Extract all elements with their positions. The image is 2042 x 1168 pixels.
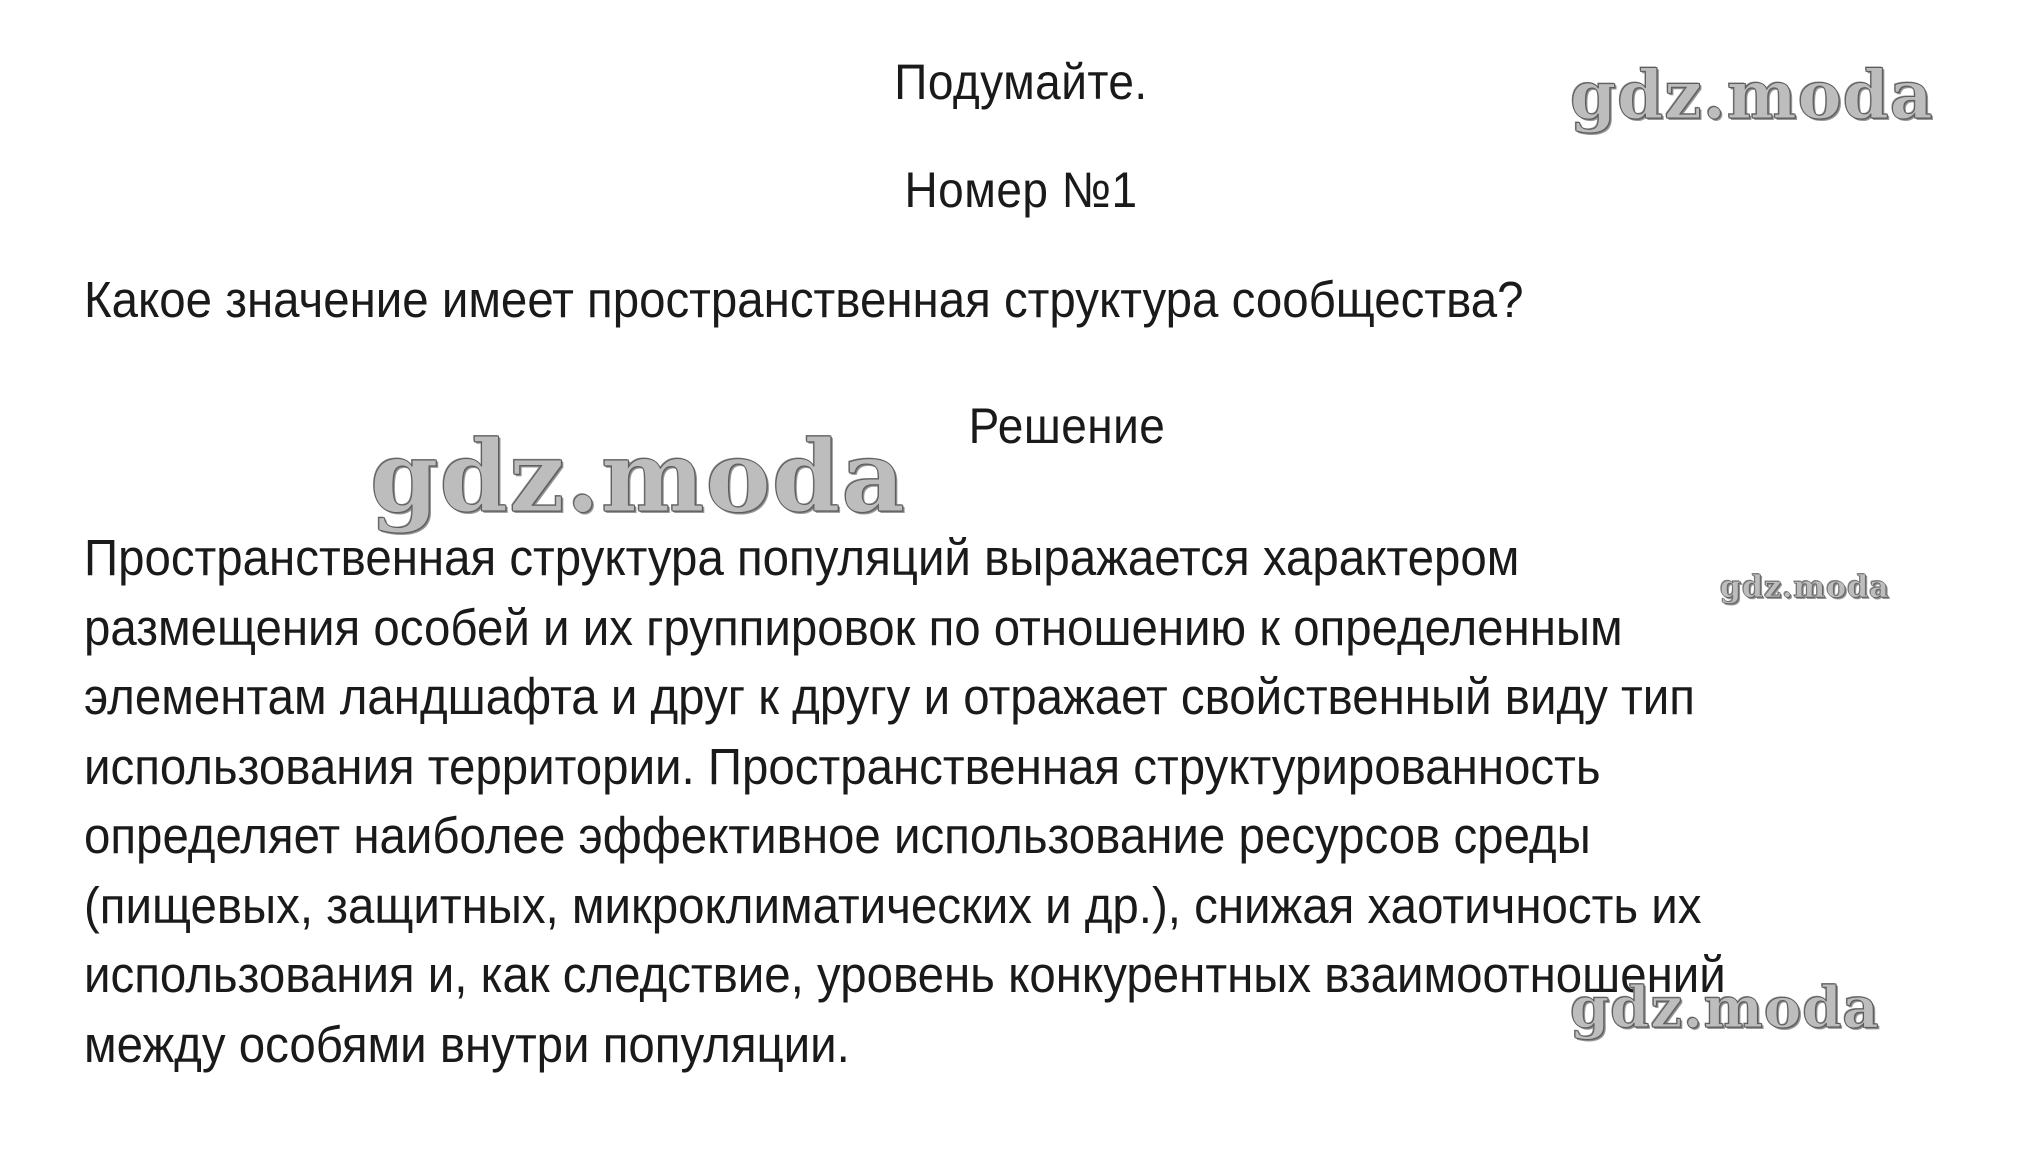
watermark-logo: gdz.moda — [1570, 56, 1934, 134]
section-title: Подумайте. — [894, 54, 1148, 110]
answer-line: элементам ландшафта и друг к другу и отражает свойственный виду тип — [84, 668, 1695, 725]
answer-line: размещения особей и их группировок по отношению к определенным — [84, 598, 1623, 656]
watermark-logo: gdz.moda — [1720, 570, 1890, 605]
answer-line: Пространственная структура популяций выражается характером — [84, 529, 1520, 586]
watermark-logo: gdz.moda — [1570, 975, 1880, 1041]
answer-line: (пищевых, защитных, микроклиматических и др.), снижая хаотичность их — [84, 876, 1702, 934]
answer-line: использования и, как следствие, уровень конкурентных взаимоотношений — [84, 946, 1726, 1003]
watermark-logo: gdz.moda — [370, 420, 906, 535]
answer-line: использования территории. Пространственная структурированность — [84, 737, 1601, 795]
answer-line: определяет наиболее эффективное использование ресурсов среды — [84, 807, 1591, 864]
solution-heading: Решение — [968, 398, 1166, 454]
question-text: Какое значение имеет пространственная структура сообщества? — [84, 271, 1524, 328]
answer-line: между особями внутри популяции. — [84, 1015, 850, 1073]
answer-paragraph — [84, 523, 1726, 1079]
task-number: Номер №1 — [904, 162, 1138, 218]
